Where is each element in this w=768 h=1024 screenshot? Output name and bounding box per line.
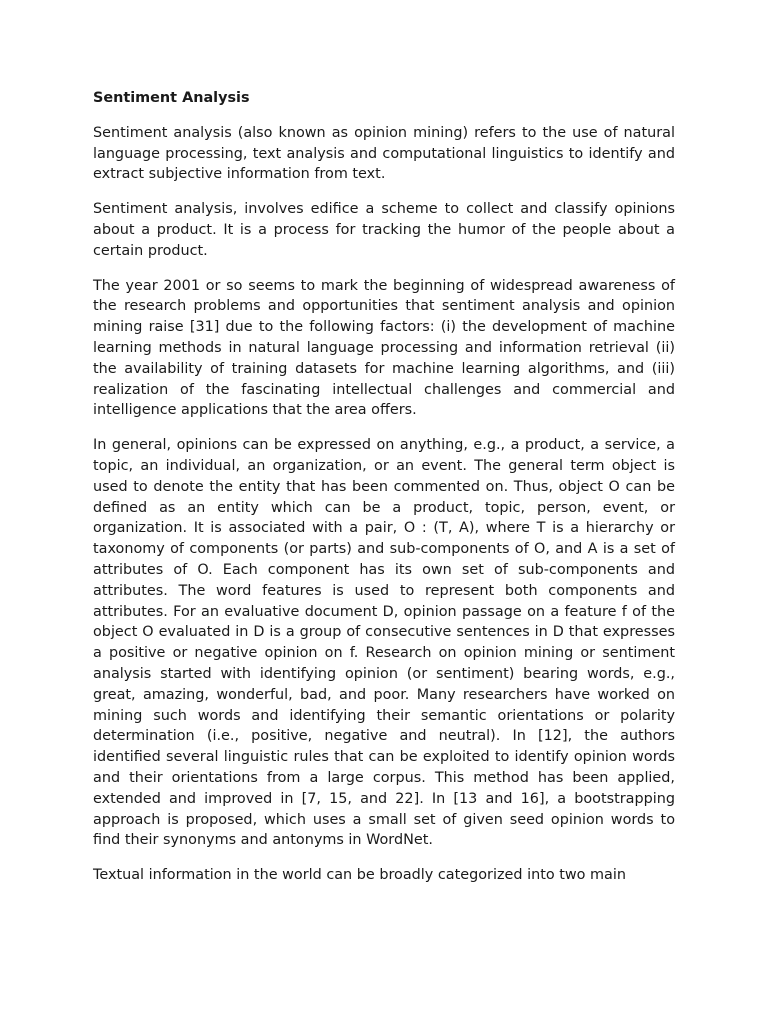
paragraph-definition: Sentiment analysis (also known as opinion mining) refers to the use of natural language processing, text analysis and computational linguistics to identify and extract subjective information from text.	[93, 124, 675, 183]
document-page	[93, 88, 675, 900]
paragraph-textual-information: Textual information in the world can be broadly categorized into two main	[93, 867, 626, 884]
paragraph-history: The year 2001 or so seems to mark the beginning of widespread awareness of the research problems and opportunities that sentiment analysis and opinion mining raise [31] due to the following factors: (i) the development of machine learning methods in natural language processing and information retrieval (ii) the availability of training datasets for machine learning algorithms, and (iii) realization of the fascinating intellectual challenges and commercial and intelligence applications that the area offers.	[93, 277, 675, 419]
paragraph-scheme: Sentiment analysis, involves edifice a scheme to collect and classify opinions about a product. It is a process for tracking the humor of the people about a certain product.	[93, 201, 675, 259]
paragraph-opinion-model: In general, opinions can be expressed on anything, e.g., a product, a service, a topic, an individual, an organization, or an event. The general term object is used to denote the entity that has been commented on. Thus, object O can be defined as an entity which can be a product, topic, person, event, or organization. It is associated with a pair, O : (T, A), where T is a hierarchy or taxonomy of components (or parts) and sub-components of O, and A is a set of attributes of O. Each component has its own set of sub-components and attributes. The word features is used to represent both components and attributes. For an evaluative document D, opinion passage on a feature f of the object O evaluated in D is a group of consecutive sentences in D that expresses a positive or negative opinion on f. Research on opinion mining or sentiment analysis started with identifying opinion (or sentiment) bearing words, e.g., great, amazing, wonderful, bad, and poor. Many researchers have worked on mining such words and identifying their semantic orientations or polarity determination (i.e., positive, negative and neutral). In [12], the authors identified several linguistic rules that can be exploited to identify opinion words and their orientations from a large corpus. This method has been applied, extended and improved in [7, 15, and 22]. In [13 and 16], a bootstrapping approach is proposed, which uses a small set of given seed opinion words to find their synonyms and antonyms in WordNet.	[93, 437, 675, 849]
document-title: Sentiment Analysis	[93, 90, 250, 106]
